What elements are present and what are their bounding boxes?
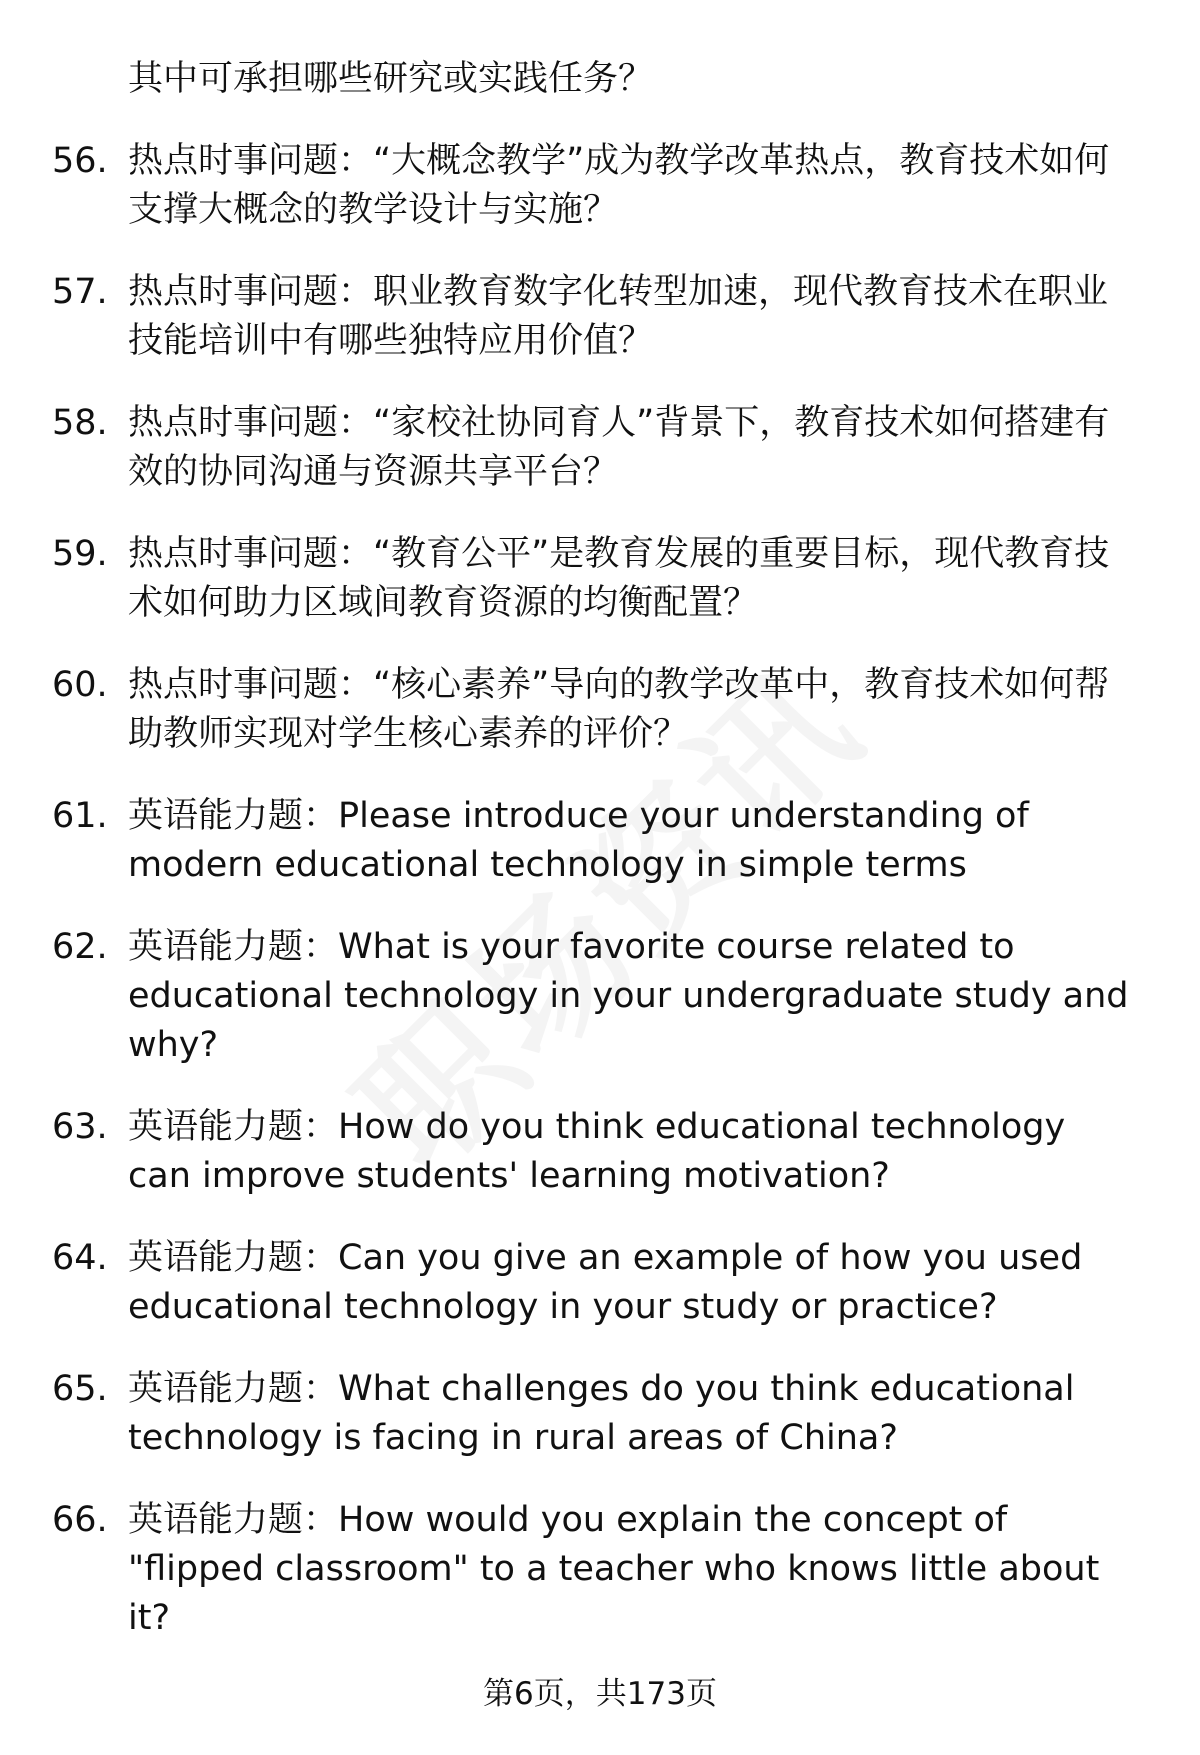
- question-text: 英语能力题：Can you give an example of how you used educational technology in your study or practice?: [128, 1238, 1083, 1327]
- question-item: [0, 137, 1200, 235]
- question-number: 59.: [52, 534, 108, 574]
- question-text: 热点时事问题：“大概念教学”成为教学改革热点，教育技术如何支撑大概念的教学设计与实施？: [128, 141, 1110, 230]
- question-text: 英语能力题：Please introduce your understanding of modern educational technology in simple terms: [128, 796, 1029, 885]
- question-text: 热点时事问题：“家校社协同育人”背景下，教育技术如何搭建有效的协同沟通与资源共享平台？: [128, 403, 1110, 492]
- question-item: [0, 1496, 1200, 1643]
- question-item: [0, 530, 1200, 628]
- question-item: [0, 1103, 1200, 1201]
- question-item: [0, 1234, 1200, 1332]
- question-number: 63.: [52, 1107, 108, 1147]
- question-text: 热点时事问题：职业教育数字化转型加速，现代教育技术在职业技能培训中有哪些独特应用价值？: [128, 272, 1109, 361]
- question-list: [0, 55, 1200, 1643]
- question-text: 热点时事问题：“核心素养”导向的教学改革中，教育技术如何帮助教师实现对学生核心素养的评价？: [128, 665, 1110, 754]
- question-item: [0, 399, 1200, 497]
- question-text: 英语能力题：How would you explain the concept of "flipped classroom" to a teacher who knows little about it?: [128, 1500, 1100, 1638]
- question-number: 57.: [52, 272, 108, 312]
- question-item: [0, 1365, 1200, 1463]
- question-item: [0, 268, 1200, 366]
- question-number: 65.: [52, 1369, 108, 1409]
- question-number: 61.: [52, 796, 108, 836]
- question-number: 58.: [52, 403, 108, 443]
- question-text: 热点时事问题：“教育公平”是教育发展的重要目标，现代教育技术如何助力区域间教育资源的均衡配置？: [128, 534, 1110, 623]
- question-number: 60.: [52, 665, 108, 705]
- question-item: [0, 661, 1200, 759]
- question-item: [0, 792, 1200, 890]
- page-footer: 第6页，共173页: [483, 1676, 717, 1712]
- question-number: 56.: [52, 141, 108, 181]
- question-text: 英语能力题：What is your favorite course related to educational technology in your undergraduate study and why?: [128, 927, 1129, 1065]
- continuation-text: 其中可承担哪些研究或实践任务？: [128, 59, 654, 99]
- question-text: 英语能力题：How do you think educational technology can improve students' learning motivation?: [128, 1107, 1066, 1196]
- question-number: 62.: [52, 927, 108, 967]
- question-text: 英语能力题：What challenges do you think educational technology is facing in rural areas of China?: [128, 1369, 1075, 1458]
- question-number: 64.: [52, 1238, 108, 1278]
- question-item: [0, 923, 1200, 1070]
- question-number: 66.: [52, 1500, 108, 1540]
